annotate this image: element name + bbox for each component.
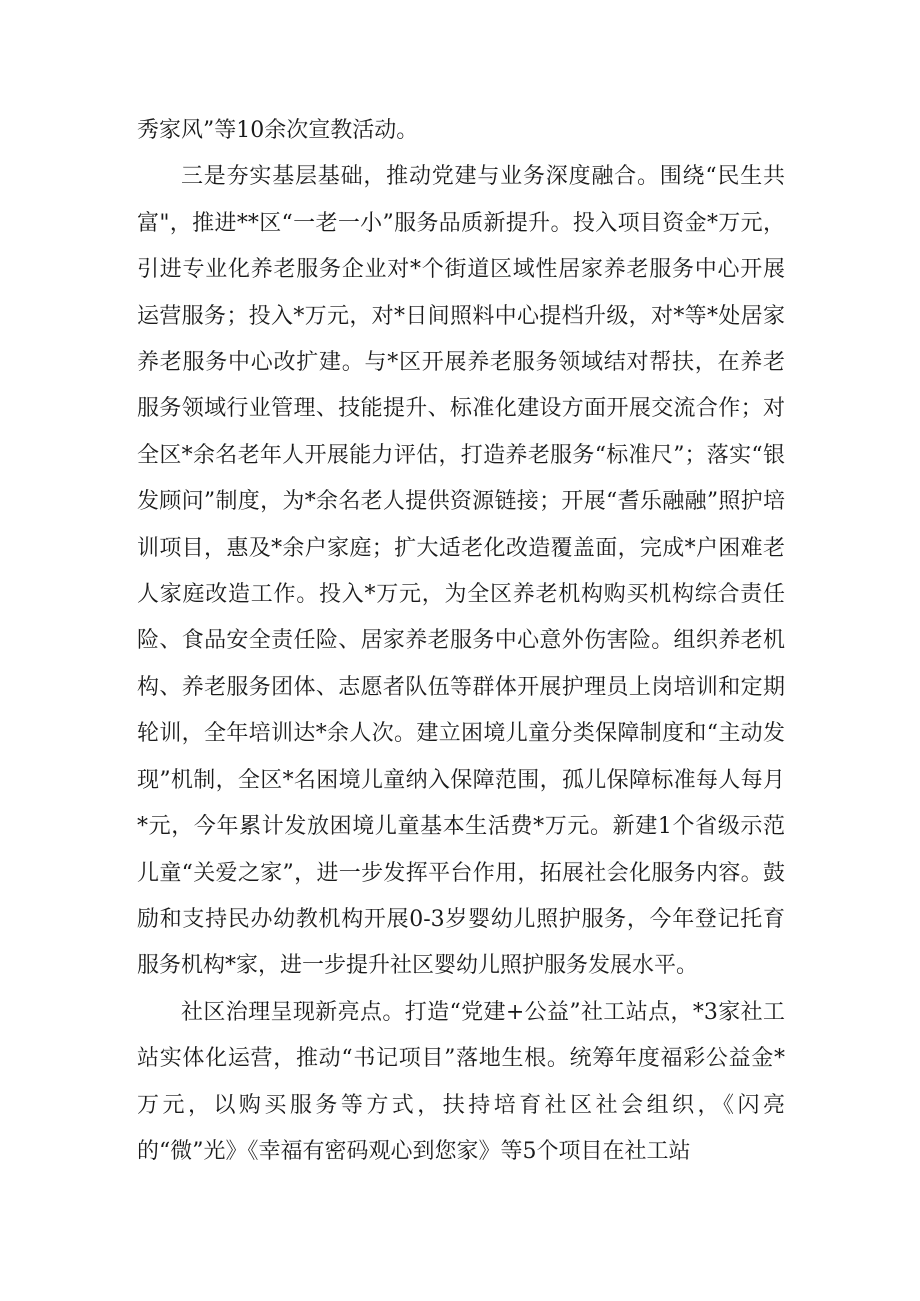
document-body xyxy=(137,108,785,1175)
paragraph-grassroots-foundation: 三是夯实基层基础，推动党建与业务深度融合。围绕“民生共富"，推进**区“一老一小”服务品质新提升。投入项目资金*万元，引进专业化养老服务企业对*个街道区域性居家养老服务中心开展运营服务；投入*万元，对*日间照料中心提档升级，对*等*处居家养老服务中心改扩建。与*区开展养老服务领域结对帮扶，在养老服务领域行业管理、技能提升、标准化建设方面开展交流合作；对全区*余名老年人开展能力评估，打造养老服务“标准尺”；落实“银发顾问”制度，为*余名老人提供资源链接；开展“耆乐融融”照护培训项目，惠及*余户家庭；扩大适老化改造覆盖面，完成*户困难老人家庭改造工作。投入*万元，为全区养老机构购买机构综合责任险、食品安全责任险、居家养老服务中心意外伤害险。组织养老机构、养老服务团体、志愿者队伍等群体开展护理员上岗培训和定期轮训，全年培训达*余人次。建立困境儿童分类保障制度和“主动发现”机制，全区*名困境儿童纳入保障范围，孤儿保障标准每人每月*元，今年累计发放困境儿童基本生活费*万元。新建1个省级示范儿童“关爱之家”，进一步发挥平台作用，拓展社会化服务内容。鼓励和支持民办幼教机构开展0-3岁婴幼儿照护服务，今年登记托育服务机构*家，进一步提升社区婴幼儿照护服务发展水平。 xyxy=(137,164,785,979)
paragraph-continuation: 秀家风”等10余次宣教活动。 xyxy=(137,118,419,143)
paragraph-community-governance: 社区治理呈现新亮点。打造“党建+公益”社工站点，*3家社工站实体化运营，推动“书记项目”落地生根。统筹年度福彩公益金*万元，以购买服务等方式，扶持培育社区社会组织，《闪亮的“微”光》《幸福有密码观心到您家》等5个项目在社工站 xyxy=(137,999,785,1164)
